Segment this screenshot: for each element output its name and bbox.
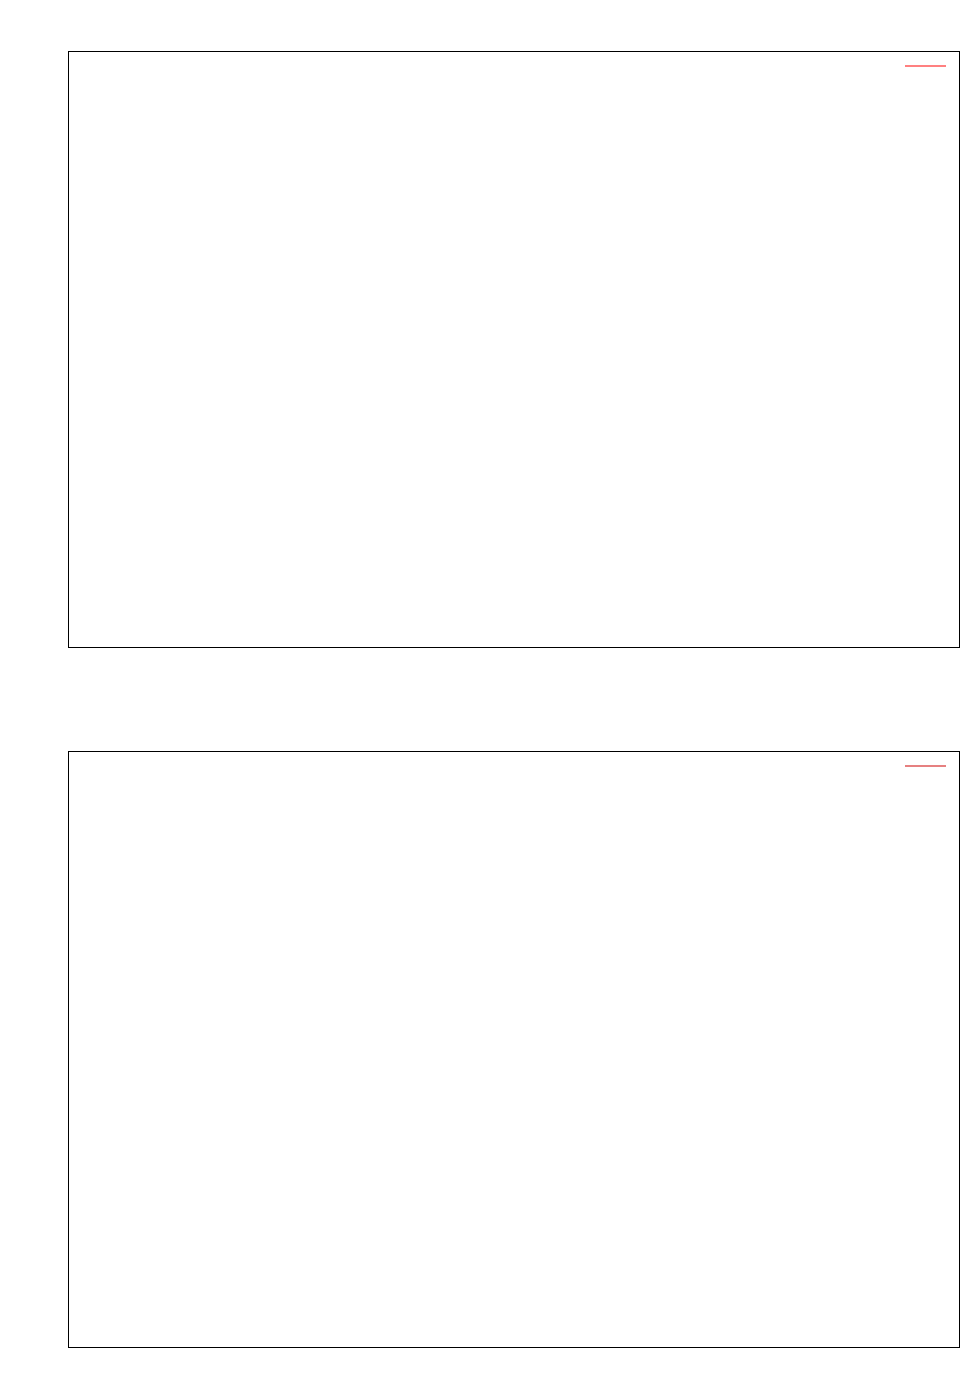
plot-frame: [69, 752, 960, 1348]
agc-chart: [69, 52, 960, 648]
plot-frame: [69, 52, 960, 648]
calibration-chart: [69, 752, 960, 1348]
